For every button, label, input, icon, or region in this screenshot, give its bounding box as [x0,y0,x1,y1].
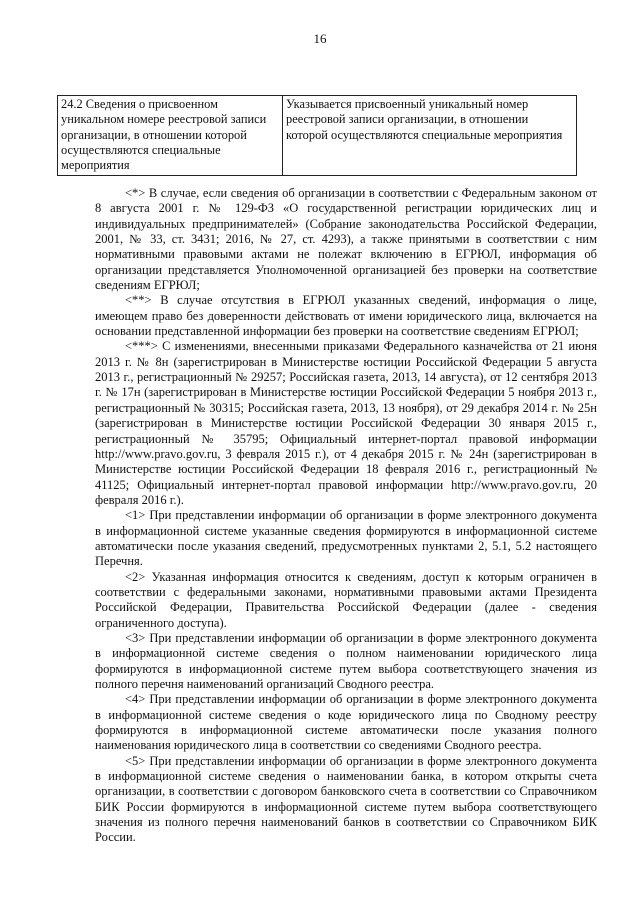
footnote: <***> С изменениями, внесенными приказами Федерального казначейства от 21 июня 2013 г. № 8н (зарегистрирован в Министерстве юстиции Российской Федерации 5 августа 2013 г., регистрационный № 29257; Российская газета, 2013, 14 августа), от 12 сентября 2013 г. № 17н (зарегистрирован в Министерстве юстиции Российской Федерации 5 ноября 2013 г., регистрационный № 30315; Российская газета, 2013, 13 ноября), от 29 декабря 2014 г. № 25н (зарегистрирован в Министерстве юстиции Российской Федерации 30 января 2015 г., регистрационный № 35795; Официальный интернет-портал правовой информации http://www.pravo.gov.ru, 3 февраля 2015 г.), от 4 декабря 2015 г. № 24н (зарегистрирован в Министерстве юстиции Российской Федерации 18 февраля 2016 г., регистрационный № 41125; Официальный интернет-портал правовой информации http://www.pravo.gov.ru, 20 февраля 2016 г.). [95,339,597,507]
footnote: <5> При представлении информации об организации в форме электронного документа в информационной системе сведения о наименовании банка, в котором открыты счета организации, в соответствии с договором банковского счета в соответствии со Справочником БИК России формируются в информационной системе путем выбора соответствующего значения из полного перечня наименований банков в соответствии со Справочником БИК России. [95,753,597,845]
requisites-table [57,95,577,176]
footnote: <4> При представлении информации об организации в форме электронного документа в информационной системе сведения о коде юридического лица по Сводному реестру формируются в информационной системе автоматически после указания полного наименования юридического лица в соответствии со сведениями Сводного реестра. [95,692,597,753]
row-number: 24.2 [61,97,83,111]
row-description: Указывается присвоенный уникальный номер реестровой записи организации, в отношении которой осуществляются специальные мероприятия [286,97,563,142]
footnote: <1> При представлении информации об организации в форме электронного документа в информационной системе указанные сведения формируются в информационной системе автоматически после указания сведений, предусмотренных пунктами 2, 5.1, 5.2 настоящего Перечня. [95,508,597,569]
page-number: 16 [313,31,327,46]
footnote: <3> При представлении информации об организации в форме электронного документа в информационной системе сведения о полном наименовании юридического лица формируются в информационной системе путем выбора соответствующего значения из полного перечня наименований организаций Сводного реестра. [95,630,597,691]
row-name: Сведения о присвоенном уникальном номере реестровой записи организации, в отношении которой осуществляются специальные мероприятия [61,97,267,173]
table-cell-description [283,96,577,176]
footnote: <**> В случае отсутствия в ЕГРЮЛ указанных сведений, информация о лице, имеющем право без доверенности действовать от имени юридического лица, включается на основании представленной информации без проверки на соответствие сведениям ЕГРЮЛ; [95,293,597,339]
table-row [58,96,577,176]
footnotes [95,186,597,846]
footnote: <*> В случае, если сведения об организации в соответствии с Федеральным законом от 8 августа 2001 г. № 129-ФЗ «О государственной регистрации юридических лиц и индивидуальных предпринимателей» (Собрание законодательства Российской Федерации, 2001, № 33, ст. 3431; 2016, № 27, ст. 4293), а также принятыми в соответствии с ним нормативными правовыми актами не полежат включению в ЕГРЮЛ, информация об организации представляется Уполномоченной организацией без проверки на соответствие сведениям ЕГРЮЛ; [95,186,597,293]
footnote: <2> Указанная информация относится к сведениям, доступ к которым ограничен в соответствии с федеральными законами, нормативными правовыми актами Президента Российской Федерации, Правительства Российской Федерации (далее - сведения ограниченного доступа). [95,569,597,630]
table-cell-name [58,96,283,176]
